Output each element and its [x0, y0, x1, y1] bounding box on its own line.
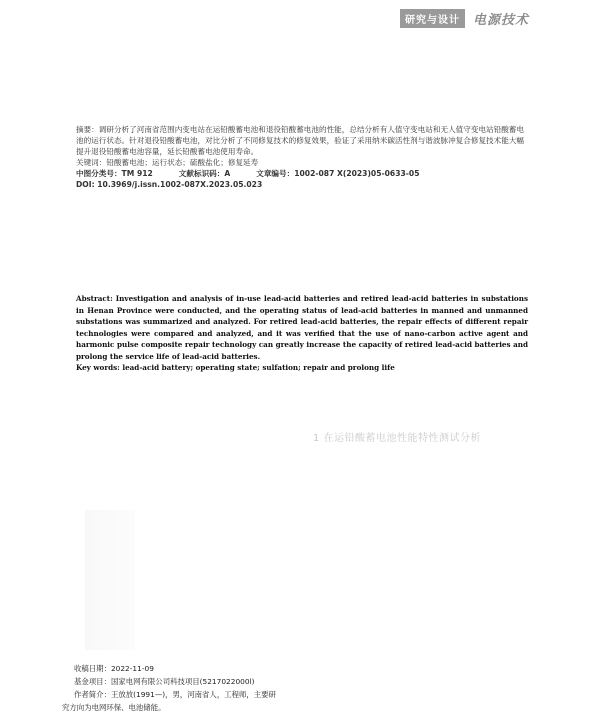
- section-label: 研究与设计: [400, 9, 465, 28]
- english-keywords: Key words: lead-acid battery; operating state; sulfation; repair and prolong life: [76, 363, 395, 372]
- received-date: 收稿日期：2022-11-09: [74, 664, 154, 673]
- english-abstract-text: Abstract: Investigation and analysis of in-use lead-acid batteries and retired lead-acid batteries in substations in Henan Province were conducted, and the operating status of lead-acid batteries in manned and unmanned substations was summarized and analyzed. For retired lead-acid batteries, the repair effects of different repair technologies were compared and analyzed, and it was verified that the use of nano-carbon active agent and harmonic pulse composite repair technology can greatly increase the capacity of retired lead-acid batteries and prolong the service life of lead-acid batteries.: [76, 294, 528, 361]
- chinese-abstract-block: [76, 124, 528, 190]
- author-bio-line2: 究方向为电网环保、电池储能。: [62, 703, 166, 712]
- document-code: 文献标识码：A: [178, 169, 231, 178]
- clc-number: 中图分类号：TM 912: [76, 169, 153, 178]
- faint-figure-area: [85, 510, 135, 650]
- classification-row: [76, 168, 528, 179]
- chinese-abstract-text: 摘要：调研分析了河南省范围内变电站在运铅酸蓄电池和退役铅酸蓄电池的性能，总结分析有人值守变电站和无人值守变电站铅酸蓄电池的运行状态。针对退役铅酸蓄电池，对比分析了不同修复技术的修复效果，验证了采用纳米碳活性剂与谐波脉冲复合修复技术能大幅提升退役铅酸蓄电池容量，延长铅酸蓄电池使用寿命。: [76, 125, 525, 156]
- chinese-keywords: 关键词：铅酸蓄电池；运行状态；硫酸盐化；修复延寿: [76, 158, 259, 167]
- author-bio-line1: 作者简介：王放放(1991—)，男，河南省人，工程师，主要研: [74, 690, 276, 699]
- journal-header: [400, 8, 584, 28]
- footnotes: [62, 662, 532, 714]
- english-abstract-block: [76, 293, 528, 374]
- doi: DOI: 10.3969/j.issn.1002-087X.2023.05.023: [76, 180, 263, 189]
- fund-project: 基金项目：国家电网有限公司科技项目(5217022000l): [74, 677, 255, 686]
- article-number: 文章编号：1002-087 X(2023)05-0633-05: [256, 169, 420, 178]
- journal-title: 电源技术: [473, 12, 530, 28]
- section-heading: 1 在运铅酸蓄电池性能特性测试分析: [313, 433, 482, 444]
